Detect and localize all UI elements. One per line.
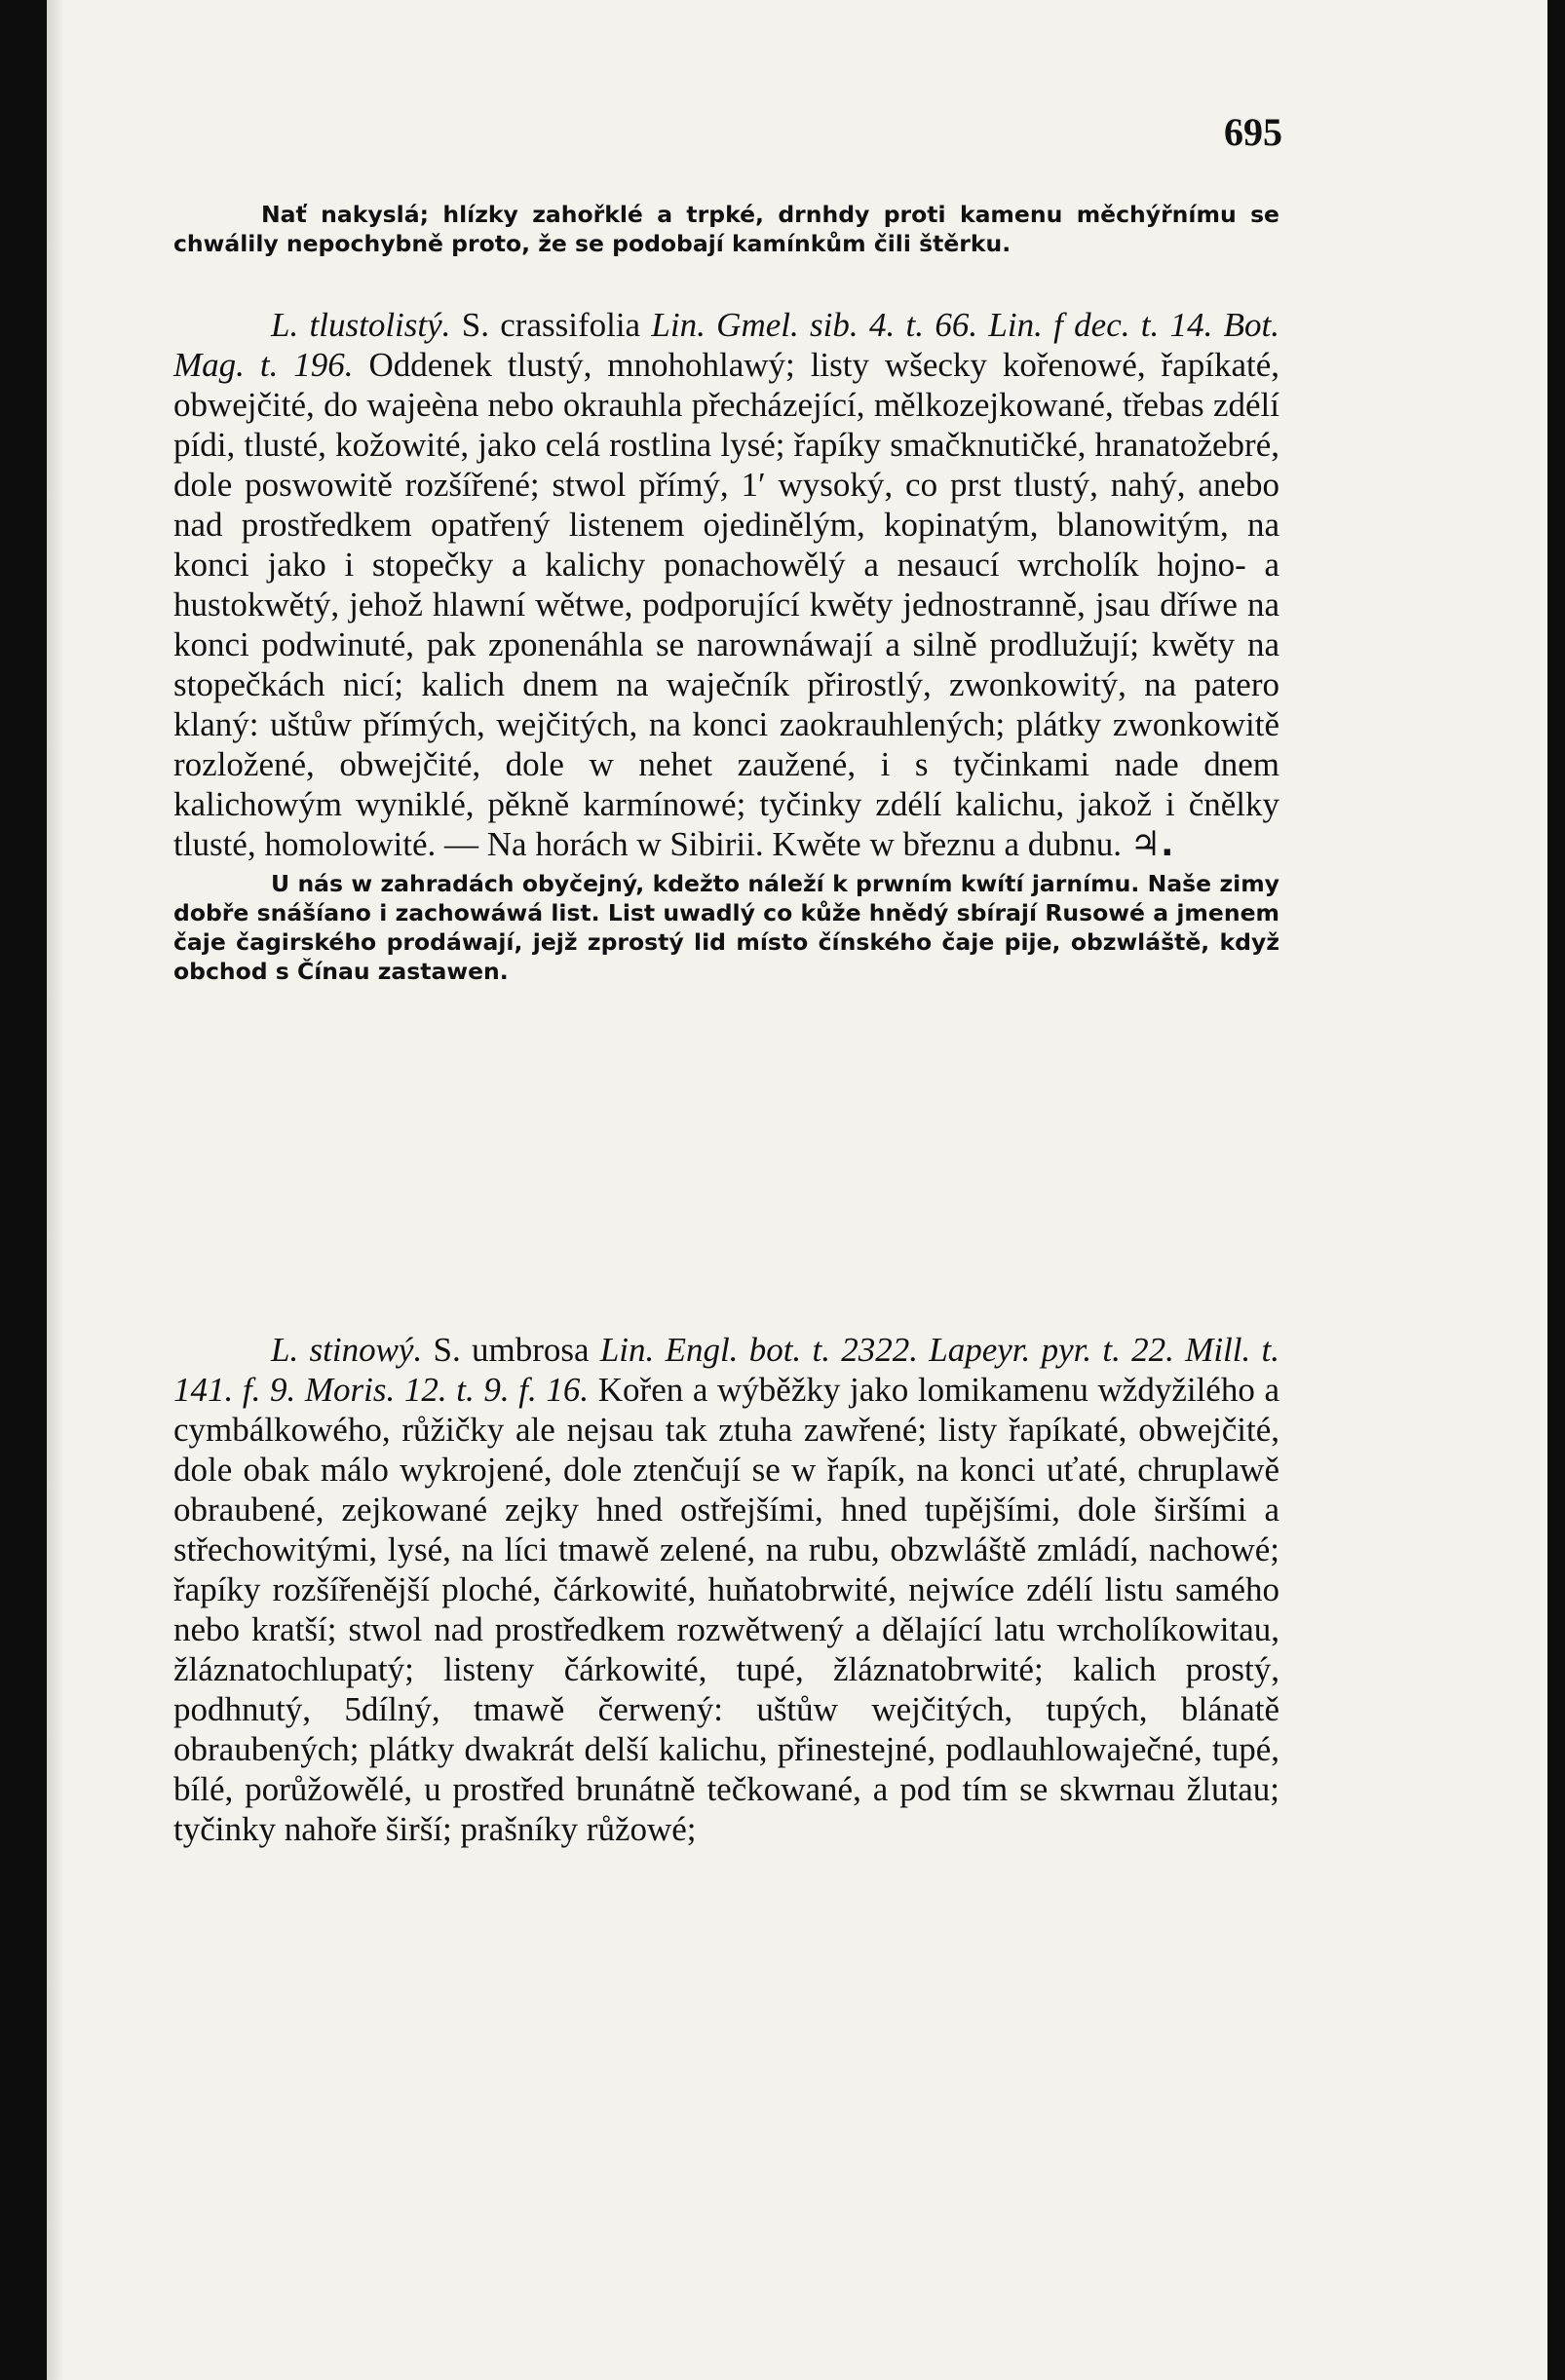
perennial-symbol: ♃. <box>1129 825 1174 864</box>
entry-crassifolia-text <box>173 305 1279 865</box>
entry-crassifolia-synonym: S. crassifolia <box>461 306 641 344</box>
entry-umbrosa-refs: Lin. Engl. bot. t. 2322. Lapeyr. pyr. t. 22. Mill. t. 141. f. 9. Moris. 12. t. 9. f. 16. <box>173 1331 1280 1409</box>
entry-crassifolia-name: L. tlustolistý. <box>271 306 451 344</box>
entry-crassifolia-body: Oddenek tlustý, mnohohlawý; listy wšecky kořenowé, řapíkaté, obwejčité, do wajeèna nebo okrauhla přecházející, mělkozejkowané, třebas zdélí pídi, tlusté, kožowité, jako celá rostlina lysé; řapíky smačknutičké, hranatožebré, dole poswowitě rozšířené; stwol přímý, 1′ wysoký, co prst tlustý, nahý, anebo nad prostředkem opatřený listenem ojedinělým, kopinatým, blanowitým, na konci jako i stopečky a kalichy ponachowělý a nesaucí wrcholík hojno- a hustokwětý, jehož hlawní wětwe, podporující kwěty jednostranně, jsau dříwe na konci podwinuté, pak zponenáhla se narownáwají a silně prodlužují; kwěty na stopečkách nicí; kalich dnem na waječník přirostlý, zwonkowitý, na patero klaný: uštůw přímých, wejčitých, na konci zaokrauhlených; plátky zwonkowitě rozložené, obwejčité, dole w nehet zaužené, i s tyčinkami nade dnem kalichowým wyniklé, pěkně karmínowé; tyčinky zdélí kalichu, jakož i čnělky tlusté, homolowité. — Na horách w Sibirii. Kwěte w březnu a dubnu. <box>173 346 1279 863</box>
page-number: 695 <box>1224 110 1282 154</box>
entry-umbrosa-text <box>173 1330 1279 1849</box>
intro-note: Nať nakyslá; hlízky zahořklé a trpké, drnhdy proti kamenu měchýřnímu se chwálily nepochybně proto, že se podobají kamínkům čili štěrku. <box>173 201 1279 257</box>
entry-crassifolia-refs: Lin. Gmel. sib. 4. t. 66. Lin. f dec. t. 14. Bot. Mag. t. 196. <box>173 306 1280 384</box>
book-page <box>47 0 1547 2380</box>
entry-umbrosa-synonym: S. umbrosa <box>433 1331 590 1369</box>
entry-crassifolia <box>173 305 1279 986</box>
entry-crassifolia-note: U nás w zahradách obyčejný, kdežto náleží k prwním kwítí jarnímu. Naše zimy dobře snášíano i zachowáwá list. List uwadlý co kůže hnědý sbírají Rusowé a jmenem čaje čagirského prodáwají, jejž zprostý lid místo čínského čaje pije, obzwláště, když obchod s Čínau zastawen. <box>173 870 1279 985</box>
entry-umbrosa <box>173 1330 1279 1849</box>
entry-umbrosa-body: Kořen a wýběžky jako lomikamenu wždyžilého a cymbálkowého, růžičky ale nejsau tak ztuha zawřené; listy řapíkaté, obwejčité, dole obak málo wykrojené, dole ztenčují se w řapík, na konci uťaté, chruplawě obraubené, zejkowané zejky hned ostřejšími, hned tupějšími, dole širšími a střechowitými, lysé, na líci tmawě zelené, na rubu, obzwláště zmládí, nachowé; řapíky rozšířenější ploché, čárkowité, huňatobrwité, nejwíce zdélí listu samého nebo kratší; stwol nad prostředkem rozwětwený a dělající latu wrcholíkowitau, žláznatochlupatý; listeny čárkowité, tupé, žláznatobrwité; kalich prostý, podhnutý, 5dílný, tmawě čerwený: uštůw wejčitých, tupých, blánatě obraubených; plátky dwakrát delší kalichu, přinestejné, podlauhlowaječné, tupé, bílé, porůžowělé, u prostřed brunátně tečkowané, a pod tím se skwrnau žlutau; tyčinky nahoře širší; prašníky růžowé; <box>173 1371 1280 1848</box>
entry-umbrosa-name: L. stinowý. <box>271 1331 423 1369</box>
intro-note-block <box>173 200 1279 258</box>
